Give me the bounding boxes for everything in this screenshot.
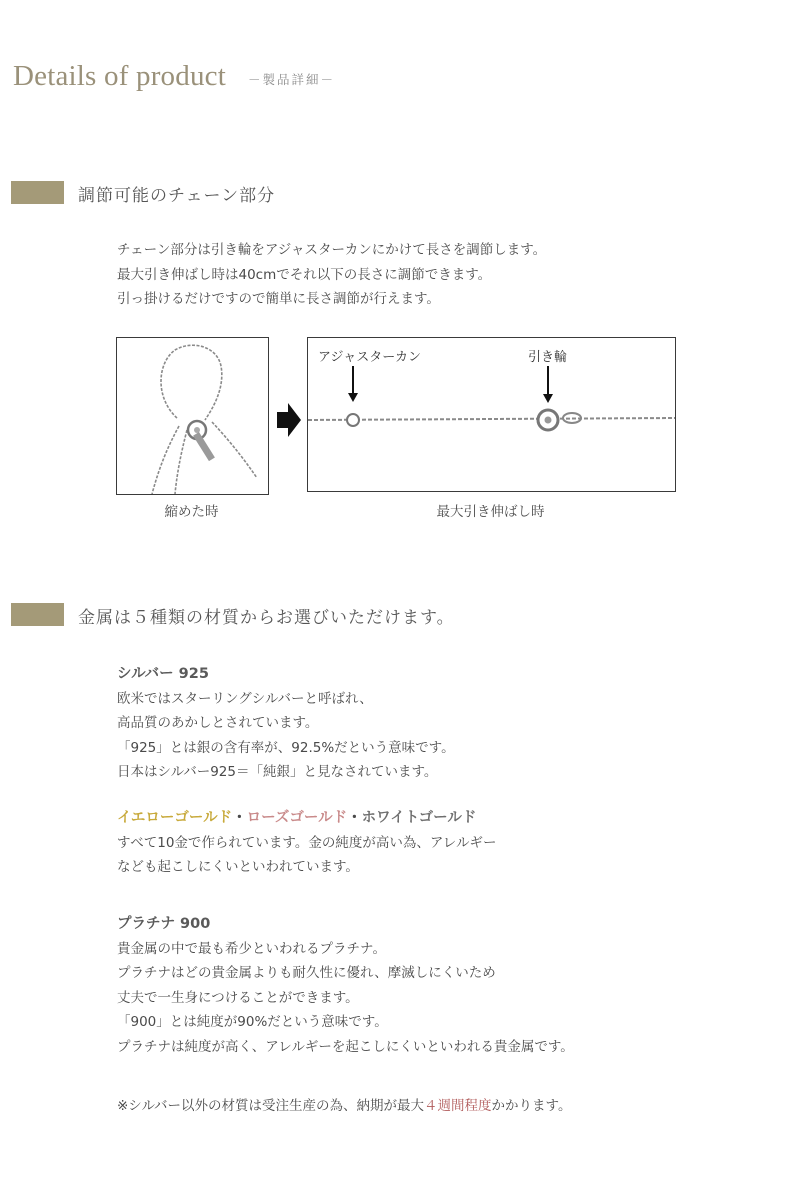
text-line: 丈夫で一生身につけることができます。: [117, 989, 359, 1006]
separator: ・: [232, 810, 247, 826]
gold-heading: [117, 806, 496, 831]
note-suffix: かかります。: [491, 1098, 572, 1114]
shortened-chain-photo: [116, 337, 269, 495]
text-line: プラチナはどの貴金属よりも耐久性に優れ、摩滅しにくいため: [117, 965, 496, 981]
extended-chain-photo: [307, 337, 676, 492]
text-line: すべて10金で作られています。金の純度が高い為、アレルギー: [117, 834, 497, 851]
label-ring: 引き輪: [528, 350, 568, 365]
text-line: 「900」とは純度が90%だという意味です。: [117, 1014, 388, 1030]
rose-gold-label: ローズゴールド: [246, 810, 348, 826]
chain-description: [117, 238, 546, 312]
platinum-heading: プラチナ 900: [117, 916, 211, 932]
silver-heading: シルバー 925: [117, 666, 209, 682]
text-line: チェーン部分は引き輪をアジャスターカンにかけて長さを調節します。: [117, 242, 547, 258]
text-line: プラチナは純度が高く、アレルギーを起こしにくいといわれる貴金属です。: [117, 1038, 574, 1055]
note-line: [117, 1094, 571, 1119]
section-title-chain: 調節可能のチェーン部分: [78, 186, 276, 206]
section-marker: [11, 603, 64, 626]
text-line: 引っ掛けるだけですので簡単に長さ調節が行えます。: [117, 291, 440, 307]
separator: ・: [347, 810, 362, 826]
arrow-right-icon: [277, 403, 301, 437]
page-subtitle: －製品詳細－: [248, 72, 336, 87]
chain-loop-image: [117, 338, 268, 494]
text-line: 貴金属の中で最も希少といわれるプラチナ。: [117, 940, 387, 957]
note-highlight: ４週間程度: [424, 1098, 492, 1114]
text-line: 欧米ではスターリングシルバーと呼ばれ、: [117, 690, 373, 707]
page-title: Details of product: [13, 60, 226, 92]
caption-shortened: 縮めた時: [164, 504, 219, 520]
text-line: なども起こしにくいといわれています。: [117, 859, 359, 875]
platinum-block: [117, 912, 574, 1059]
delivery-note: [117, 1094, 571, 1119]
white-gold-label: ホワイトゴールド: [361, 810, 477, 826]
caption-extended: 最大引き伸ばし時: [436, 504, 545, 520]
gold-block: [117, 806, 496, 880]
text-line: 「925」とは銀の含有率が、92.5%だという意味です。: [117, 739, 455, 756]
section-marker: [11, 181, 64, 204]
section-title-metals: 金属は５種類の材質からお選びいただけます。: [78, 608, 455, 628]
text-line: 日本はシルバー925＝「純銀」と見なされています。: [117, 764, 438, 780]
text-line: 最大引き伸ばし時は40cmでそれ以下の長さに調節できます。: [117, 266, 492, 283]
note-prefix: ※シルバー以外の材質は受注生産の為、納期が最大: [117, 1098, 425, 1114]
text-line: 高品質のあかしとされています。: [117, 715, 319, 731]
yellow-gold-label: イエローゴールド: [117, 810, 233, 826]
label-adjuster: アジャスターカン: [318, 350, 421, 365]
silver-block: [117, 662, 455, 785]
